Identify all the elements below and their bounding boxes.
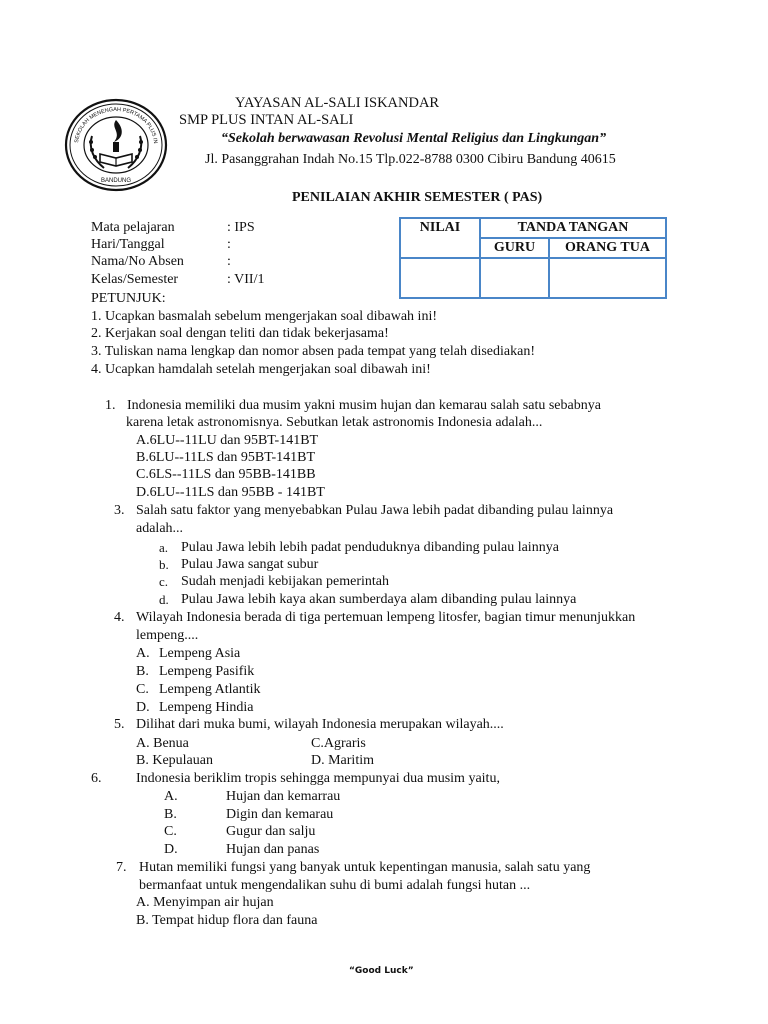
school-address: Jl. Pasanggrahan Indah No.15 Tlp.022-8788 0300 Cibiru Bandung 40615 — [205, 152, 616, 167]
good-luck-footer: “Good Luck” — [349, 966, 414, 976]
answer-option: B. Kepulauan — [136, 753, 213, 768]
nilai-header: NILAI — [400, 218, 480, 258]
info-value-date: : — [227, 237, 231, 252]
answer-option: Lempeng Atlantik — [159, 682, 261, 697]
option-letter: D. — [136, 700, 150, 715]
answer-option: Hujan dan kemarrau — [226, 789, 341, 804]
option-letter: C. — [164, 824, 177, 839]
school-name: SMP PLUS INTAN AL-SALI — [179, 112, 354, 128]
answer-option: Pulau Jawa lebih lebih padat penduduknya dibanding pulau lainnya — [181, 540, 559, 555]
answer-option: Lempeng Asia — [159, 646, 241, 661]
question-text: Hutan memiliki fungsi yang banyak untuk kepentingan manusia, salah satu yang — [139, 860, 591, 875]
option-letter: A. — [136, 646, 150, 661]
option-letter: B. — [164, 807, 177, 822]
school-motto: “Sekolah berwawasan Revolusi Mental Religius dan Lingkungan” — [221, 131, 607, 146]
question-text: adalah... — [136, 521, 184, 536]
answer-option: Sudah menjadi kebijakan pemerintah — [181, 574, 389, 589]
info-value-name: : — [227, 254, 231, 269]
question-text: Salah satu faktor yang menyebabkan Pulau Jawa lebih padat dibanding pulau lainnya — [136, 503, 614, 518]
instruction-item: 3. Tuliskan nama lengkap dan nomor absen pada tempat yang telah disediakan! — [91, 344, 536, 359]
option-letter: D. — [164, 842, 178, 857]
question-text: Indonesia memiliki dua musim yakni musim hujan dan kemarau salah satu sebabnya — [127, 398, 601, 413]
question-text: bermanfaat untuk mengendalikan suhu di bumi adalah fungsi hutan ... — [139, 878, 531, 893]
option-letter: b. — [159, 557, 169, 572]
question-number: 4. — [114, 610, 125, 625]
instruction-item: 1. Ucapkan basmalah sebelum mengerjakan soal dibawah ini! — [91, 309, 437, 324]
answer-option: D. Maritim — [311, 753, 374, 768]
answer-option: Lempeng Pasifik — [159, 664, 255, 679]
answer-option: B. Tempat hidup flora dan fauna — [136, 913, 318, 928]
info-label-class: Kelas/Semester — [91, 272, 179, 287]
instruction-item: 2. Kerjakan soal dengan teliti dan tidak bekerjasama! — [91, 326, 389, 341]
answer-option: Gugur dan salju — [226, 824, 316, 839]
option-letter: B. — [136, 664, 149, 679]
guru-header: GURU — [480, 238, 549, 258]
info-value-class: : VII/1 — [227, 272, 265, 287]
answer-option: Lempeng Hindia — [159, 700, 254, 715]
guru-signature-cell — [480, 258, 549, 298]
info-label-subject: Mata pelajaran — [91, 220, 175, 235]
option-letter: C. — [136, 682, 149, 697]
answer-option: Hujan dan panas — [226, 842, 320, 857]
answer-option: Digin dan kemarau — [226, 807, 334, 822]
answer-option: A. Menyimpan air hujan — [136, 895, 274, 910]
instructions-heading: PETUNJUK: — [91, 291, 166, 306]
question-text: lempeng.... — [136, 628, 199, 643]
question-text: Indonesia beriklim tropis sehingga mempunyai dua musim yaitu, — [136, 771, 500, 786]
question-number: 5. — [114, 717, 125, 732]
question-number: 3. — [114, 503, 125, 518]
logo-city-text: BANDUNG — [100, 178, 132, 184]
answer-option: A. Benua — [136, 736, 189, 751]
info-label-name: Nama/No Absen — [91, 254, 184, 269]
answer-option: C.6LS--11LS dan 95BB-141BB — [136, 467, 316, 482]
exam-title: PENILAIAN AKHIR SEMESTER ( PAS) — [292, 190, 543, 205]
question-number: 1. — [105, 398, 116, 413]
option-letter: A. — [164, 789, 178, 804]
answer-option: B.6LU--11LS dan 95BT-141BT — [136, 450, 316, 465]
answer-option: D.6LU--11LS dan 95BB - 141BT — [136, 485, 325, 500]
orang-tua-header: ORANG TUA — [549, 238, 666, 258]
nilai-cell — [400, 258, 480, 298]
foundation-name: YAYASAN AL-SALI ISKANDAR — [235, 95, 440, 111]
logo-ring-text: SEKOLAH MENENGAH PERTAMA PLUS IN — [74, 106, 159, 144]
answer-option: Pulau Jawa lebih kaya akan sumberdaya alam dibanding pulau lainnya — [181, 592, 577, 607]
info-value-subject: : IPS — [227, 220, 255, 235]
question-text: Dilihat dari muka bumi, wilayah Indonesia merupakan wilayah.... — [136, 717, 504, 732]
question-text: Wilayah Indonesia berada di tiga pertemuan lempeng litosfer, bagian timur menunjukkan — [136, 610, 636, 625]
answer-option: C.Agraris — [311, 736, 366, 751]
option-letter: c. — [159, 574, 169, 589]
orang-tua-signature-cell — [549, 258, 666, 298]
score-signature-table — [399, 217, 667, 299]
option-letter: a. — [159, 540, 169, 555]
school-logo — [64, 98, 168, 192]
answer-option: A.6LU--11LU dan 95BT-141BT — [136, 433, 319, 448]
question-number: 6. — [91, 771, 102, 786]
question-number: 7. — [116, 860, 127, 875]
instruction-item: 4. Ucapkan hamdalah setelah mengerjakan soal dibawah ini! — [91, 362, 431, 377]
answer-option: Pulau Jawa sangat subur — [181, 557, 319, 572]
info-label-date: Hari/Tanggal — [91, 237, 165, 252]
option-letter: d. — [159, 592, 169, 607]
question-text: karena letak astronomisnya. Sebutkan letak astronomis Indonesia adalah... — [126, 415, 543, 430]
tanda-tangan-header: TANDA TANGAN — [480, 218, 666, 238]
